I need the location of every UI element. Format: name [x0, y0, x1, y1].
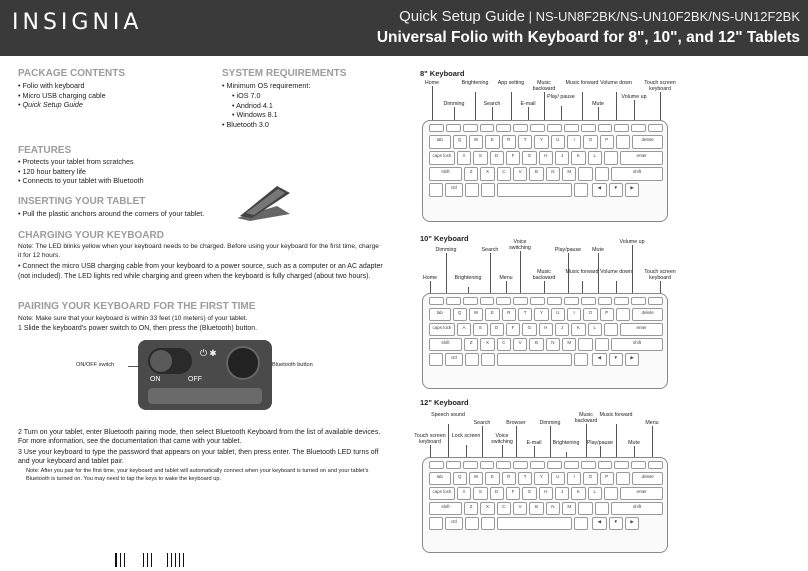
arrow-key: ▼ — [609, 517, 623, 530]
letter-key: R — [502, 308, 516, 321]
letter-key: S — [473, 487, 487, 500]
function-key — [614, 297, 629, 305]
arrow-key: ▶ — [625, 183, 639, 197]
letter-key: C — [497, 338, 511, 351]
callout-label: Home — [422, 275, 438, 281]
letter-key: Y — [534, 308, 548, 321]
function-key — [648, 124, 663, 132]
list-item: • iOS 7.0 — [232, 91, 278, 101]
letter-key: P — [600, 472, 614, 485]
letter-key: T — [518, 135, 532, 149]
charging-title: CHARGING YOUR KEYBOARD — [18, 230, 164, 241]
letter-key: B — [529, 167, 543, 181]
letter-key: T — [518, 308, 532, 321]
keyboard-edge — [148, 388, 262, 404]
bt-callout: Bluetooth button — [272, 362, 313, 368]
pairing-title: PAIRING YOUR KEYBOARD FOR THE FIRST TIME — [18, 301, 256, 312]
on-label: ON — [150, 376, 161, 383]
list-item: • Bluetooth 3.0 — [222, 120, 269, 130]
letter-key: W — [469, 135, 483, 149]
callout-line — [586, 424, 587, 459]
function-key — [581, 124, 596, 132]
punct-key — [595, 167, 609, 181]
enter-key: enter — [620, 487, 663, 500]
callout-label: E-mail — [520, 101, 536, 107]
function-key — [513, 124, 528, 132]
charging-note: Note: The LED blinks yellow when your keyboard needs to be charged. Before using your keyboard for the first time, charge it for 12 hours. — [18, 243, 379, 259]
switch-knob — [150, 350, 172, 372]
function-key — [598, 461, 613, 469]
letter-key: Z — [464, 167, 478, 181]
callout-label: Volume down — [600, 80, 632, 86]
letter-key: N — [546, 502, 560, 515]
letter-key: N — [546, 167, 560, 181]
function-key — [496, 124, 511, 132]
callout-label: Search — [473, 420, 491, 427]
quote-key — [604, 323, 618, 336]
ctrl-key: ctrl — [445, 517, 462, 530]
barcode — [115, 549, 187, 567]
callout-label: Menu — [645, 420, 659, 427]
function-key — [564, 297, 579, 305]
package-title: PACKAGE CONTENTS — [18, 68, 126, 79]
callout-label: Voice switching — [509, 238, 531, 251]
arrow-key: ◀ — [592, 183, 606, 197]
letter-key: G — [522, 323, 536, 336]
function-key — [598, 297, 613, 305]
list-item: • Connects to your tablet with Bluetooth — [18, 176, 144, 186]
fn-key — [429, 517, 443, 530]
list-item: • Protects your tablet from scratches — [18, 157, 144, 167]
letter-key: Z — [464, 502, 478, 515]
function-key — [463, 297, 478, 305]
function-key — [547, 297, 562, 305]
package-list — [18, 81, 106, 110]
letter-key: H — [539, 487, 553, 500]
letter-key: A — [457, 487, 471, 500]
slash-key — [574, 353, 588, 366]
space-bar — [497, 517, 572, 530]
letter-key: X — [480, 502, 494, 515]
list-item: • Windows 8.1 — [232, 110, 278, 120]
letter-key: G — [522, 487, 536, 500]
list-item: • Folio with keyboard — [18, 81, 106, 91]
callout-label: Dimming — [539, 420, 561, 427]
function-key — [429, 124, 444, 132]
punct-key — [595, 338, 609, 351]
letter-key: M — [562, 167, 576, 181]
callout-line — [632, 245, 633, 295]
letter-key: S — [473, 151, 487, 165]
letter-key: F — [506, 487, 520, 500]
letter-key: J — [555, 487, 569, 500]
bt-list — [222, 120, 269, 130]
letter-key: E — [485, 472, 499, 485]
function-key — [429, 297, 444, 305]
function-key — [614, 124, 629, 132]
punct-key — [578, 167, 592, 181]
charging-list — [18, 262, 383, 281]
delete-key: delete — [632, 308, 663, 321]
letter-key: K — [571, 323, 585, 336]
function-key — [631, 124, 646, 132]
letter-key: D — [490, 487, 504, 500]
callout-label: Mute — [628, 440, 640, 446]
letter-key: P — [600, 135, 614, 149]
letter-key: A — [457, 323, 471, 336]
cmd-key — [481, 353, 495, 366]
function-key — [530, 297, 545, 305]
callout-line — [582, 92, 583, 122]
caps-lock-key: caps lock — [429, 151, 455, 165]
letter-key: E — [485, 135, 499, 149]
letter-key: K — [571, 151, 585, 165]
function-key — [513, 297, 528, 305]
callout-label: Dimming — [443, 101, 465, 107]
insert-title: INSERTING YOUR TABLET — [18, 196, 146, 207]
right-shift-key: shift — [611, 338, 663, 351]
function-key — [446, 297, 461, 305]
function-key — [547, 124, 562, 132]
shift-key: shift — [429, 167, 462, 181]
function-key — [446, 124, 461, 132]
bracket-key — [616, 308, 630, 321]
kb10-title: 10" Keyboard — [420, 234, 469, 243]
letter-key: K — [571, 487, 585, 500]
function-key — [598, 124, 613, 132]
list-item: • Pull the plastic anchors around the corners of your tablet. — [18, 209, 204, 219]
letter-key: W — [469, 472, 483, 485]
callout-line — [448, 424, 449, 459]
letter-key: J — [555, 151, 569, 165]
arrow-key: ▶ — [625, 517, 639, 530]
arrow-key: ▼ — [609, 183, 623, 197]
divider: | — [528, 9, 536, 24]
letter-key: E — [485, 308, 499, 321]
callout-label: Play/pause — [586, 440, 614, 446]
letter-key: V — [513, 502, 527, 515]
caps-lock-key: caps lock — [429, 323, 455, 336]
right-shift-key: shift — [611, 167, 663, 181]
kb8-title: 8" Keyboard — [420, 69, 465, 78]
header-bar — [0, 0, 808, 56]
space-bar — [497, 353, 572, 366]
callout-line — [432, 86, 433, 122]
letter-key: F — [506, 151, 520, 165]
letter-key: I — [567, 472, 581, 485]
pairing-step2: 2 Turn on your tablet, enter Bluetooth pairing mode, then select Bluetooth Keyboard from the list of available devices. For more information, see the documentation that came with your tablet. — [18, 429, 381, 445]
letter-key: Q — [453, 135, 467, 149]
letter-key: D — [490, 151, 504, 165]
function-key — [631, 297, 646, 305]
function-key — [614, 461, 629, 469]
sysreq-title: SYSTEM REQUIREMENTS — [222, 68, 347, 79]
function-key — [480, 297, 495, 305]
function-key — [564, 461, 579, 469]
letter-key: H — [539, 151, 553, 165]
letter-key: L — [588, 487, 602, 500]
letter-key: O — [583, 135, 597, 149]
letter-key: Y — [534, 472, 548, 485]
header-subtitle — [399, 8, 800, 25]
features-title: FEATURES — [18, 145, 72, 156]
function-key — [631, 461, 646, 469]
letter-key: W — [469, 308, 483, 321]
os-list — [232, 91, 278, 120]
letter-key: U — [551, 135, 565, 149]
letter-key: R — [502, 472, 516, 485]
keyboard-12in — [422, 457, 668, 553]
letter-key: V — [513, 167, 527, 181]
letter-key: I — [567, 135, 581, 149]
kb12-title: 12" Keyboard — [420, 398, 469, 407]
callout-label: Home — [424, 80, 440, 86]
tab-key: tab — [429, 135, 451, 149]
list-item: • Micro USB charging cable — [18, 91, 106, 101]
letter-key: H — [539, 323, 553, 336]
shift-key: shift — [429, 338, 462, 351]
letter-key: M — [562, 502, 576, 515]
callout-line — [475, 92, 476, 122]
letter-key: I — [567, 308, 581, 321]
callout-label: Play/ pause — [547, 94, 575, 100]
enter-key: enter — [620, 151, 663, 165]
tab-key: tab — [429, 472, 451, 485]
alt-key — [465, 517, 479, 530]
callout-label: Music backward — [532, 80, 556, 92]
bluetooth-button — [226, 346, 260, 380]
slash-key — [574, 517, 588, 530]
letter-key: T — [518, 472, 532, 485]
callout-label: Brightening — [552, 440, 580, 446]
letter-key: Y — [534, 135, 548, 149]
guide-label: Quick Setup Guide — [399, 8, 525, 25]
callout-label: Search — [481, 247, 499, 253]
letter-key: L — [588, 151, 602, 165]
callout-line — [520, 251, 521, 295]
callout-line — [446, 253, 447, 295]
callout-line — [652, 426, 653, 459]
callout-line — [482, 426, 483, 459]
function-key — [480, 124, 495, 132]
letter-key: S — [473, 323, 487, 336]
letter-key: U — [551, 472, 565, 485]
function-key — [530, 124, 545, 132]
letter-key: M — [562, 338, 576, 351]
function-key — [530, 461, 545, 469]
function-key — [496, 297, 511, 305]
function-key — [446, 461, 461, 469]
function-key — [581, 297, 596, 305]
ctrl-key: ctrl — [445, 353, 462, 366]
pairing-note2: Note: After you pair for the first time, your keyboard and tablet will automatically connect when your keyboard is turned on and your tablet's Bluetooth is turned on. You may need to tap the keys to wake the keyboard up. — [26, 468, 369, 482]
off-label: OFF — [188, 376, 202, 383]
letter-key: X — [480, 167, 494, 181]
letter-key: J — [555, 323, 569, 336]
brand-logo: INSIGNIA — [12, 10, 143, 35]
callout-label: Lock screen — [451, 433, 481, 439]
quote-key — [604, 151, 618, 165]
function-key — [648, 461, 663, 469]
callout-label: Volume up — [619, 238, 645, 245]
callout-line — [634, 100, 635, 122]
callout-label: Volume up — [621, 94, 647, 100]
callout-label: Touch screen keyboard — [644, 269, 676, 282]
letter-key: Q — [453, 472, 467, 485]
callout-label: Touch screen keyboard — [414, 433, 446, 445]
arrow-key: ◀ — [592, 353, 606, 366]
callout-label: Brightening — [454, 275, 482, 281]
letter-key: O — [583, 308, 597, 321]
slash-key — [574, 183, 588, 197]
arrow-key: ▼ — [609, 353, 623, 366]
callout-label: Volume down — [600, 269, 632, 276]
folio-image — [232, 180, 292, 222]
page-title: Universal Folio with Keyboard for 8", 10", and 12" Tablets — [376, 29, 800, 46]
callout-line — [511, 92, 512, 122]
letter-key: U — [551, 308, 565, 321]
callout-line — [660, 92, 661, 122]
shift-key: shift — [429, 502, 462, 515]
letter-key: C — [497, 502, 511, 515]
enter-key: enter — [620, 323, 663, 336]
callout-label: Mute — [592, 247, 604, 253]
callout-line — [490, 253, 491, 295]
pairing-step1: 1 Slide the keyboard's power switch to ON, then press the (Bluetooth) button. — [18, 325, 258, 332]
function-key — [463, 124, 478, 132]
arrow-key: ▶ — [625, 353, 639, 366]
power-icon: ⏻ ✱ — [200, 348, 217, 358]
callout-label: Touch screen keyboard — [644, 80, 676, 92]
punct-key — [578, 502, 592, 515]
insert-list — [18, 209, 204, 219]
callout-label: Music forward — [565, 269, 599, 276]
tab-key: tab — [429, 308, 451, 321]
callout-label: Music forward — [599, 412, 633, 418]
list-item: • 120 hour battery life — [18, 167, 144, 177]
list-item: • Andriod 4.1 — [232, 101, 278, 111]
punct-key — [595, 502, 609, 515]
letter-key: Z — [464, 338, 478, 351]
keyboard-10in — [422, 293, 668, 389]
letter-key: P — [600, 308, 614, 321]
callout-label: Speech sound — [431, 412, 465, 418]
letter-key: D — [490, 323, 504, 336]
bracket-key — [616, 135, 630, 149]
letter-key: B — [529, 502, 543, 515]
delete-key: delete — [632, 135, 663, 149]
callout-label: App setting — [497, 80, 525, 86]
list-item: • Quick Setup Guide — [18, 100, 106, 110]
space-bar — [497, 183, 572, 197]
function-key — [463, 461, 478, 469]
function-key — [496, 461, 511, 469]
function-key — [648, 297, 663, 305]
callout-label: Browser — [506, 420, 526, 427]
letter-key: N — [546, 338, 560, 351]
letter-key: O — [583, 472, 597, 485]
fn-key — [429, 183, 443, 197]
list-item: • Minimum OS requirement: — [222, 81, 310, 91]
function-key — [547, 461, 562, 469]
pairing-step3: 3 Use your keyboard to type the password that appears on your tablet, then press enter. The Bluetooth LED turns off and your keyboard and tablet pair. — [18, 449, 379, 465]
alt-key — [465, 183, 479, 197]
list-item: • Connect the micro USB charging cable from your keyboard to a power source, such as a computer or an AC adapter (not included). The LED lights red while charging and green when the keyboard is fully charged (about two hours). — [18, 262, 383, 281]
letter-key: Q — [453, 308, 467, 321]
quote-key — [604, 487, 618, 500]
letter-key: G — [522, 151, 536, 165]
onoff-callout: ON/OFF switch — [76, 362, 115, 368]
onoff-switch — [148, 348, 192, 374]
delete-key: delete — [632, 472, 663, 485]
caps-lock-key: caps lock — [429, 487, 455, 500]
right-shift-key: shift — [611, 502, 663, 515]
callout-label: Menu — [499, 275, 513, 281]
callout-label: Search — [483, 101, 501, 107]
callout-label: Mute — [592, 101, 604, 107]
letter-key: L — [588, 323, 602, 336]
cmd-key — [481, 517, 495, 530]
letter-key: A — [457, 151, 471, 165]
model-numbers: NS-UN8F2BK/NS-UN10F2BK/NS-UN12F2BK — [535, 9, 800, 24]
function-key — [429, 461, 444, 469]
letter-key: X — [480, 338, 494, 351]
letter-key: F — [506, 323, 520, 336]
features-list — [18, 157, 144, 186]
cmd-key — [481, 183, 495, 197]
letter-key: V — [513, 338, 527, 351]
callout-label: Music backward — [532, 269, 556, 282]
arrow-key: ◀ — [592, 517, 606, 530]
function-key — [564, 124, 579, 132]
alt-key — [465, 353, 479, 366]
callout-label: Play/pause — [554, 247, 582, 253]
fn-key — [429, 353, 443, 366]
function-key — [513, 461, 528, 469]
function-key — [480, 461, 495, 469]
callout-label: Music forward — [565, 80, 599, 86]
letter-key: C — [497, 167, 511, 181]
keyboard-switch-photo — [138, 340, 272, 410]
callout-label: Brightening — [461, 80, 489, 86]
callout-label: Voice switching — [491, 433, 513, 445]
pairing-note: Note: Make sure that your keyboard is within 33 feet (10 meters) of your tablet. — [18, 315, 248, 322]
ctrl-key: ctrl — [445, 183, 462, 197]
function-key — [581, 461, 596, 469]
sysreq-list — [222, 81, 310, 91]
punct-key — [578, 338, 592, 351]
letter-key: R — [502, 135, 516, 149]
callout-label: E-mail — [526, 440, 542, 446]
callout-label: Music backward — [574, 412, 598, 424]
letter-key: B — [529, 338, 543, 351]
callout-label: Dimming — [435, 247, 457, 253]
bracket-key — [616, 472, 630, 485]
keyboard-8in — [422, 120, 668, 222]
